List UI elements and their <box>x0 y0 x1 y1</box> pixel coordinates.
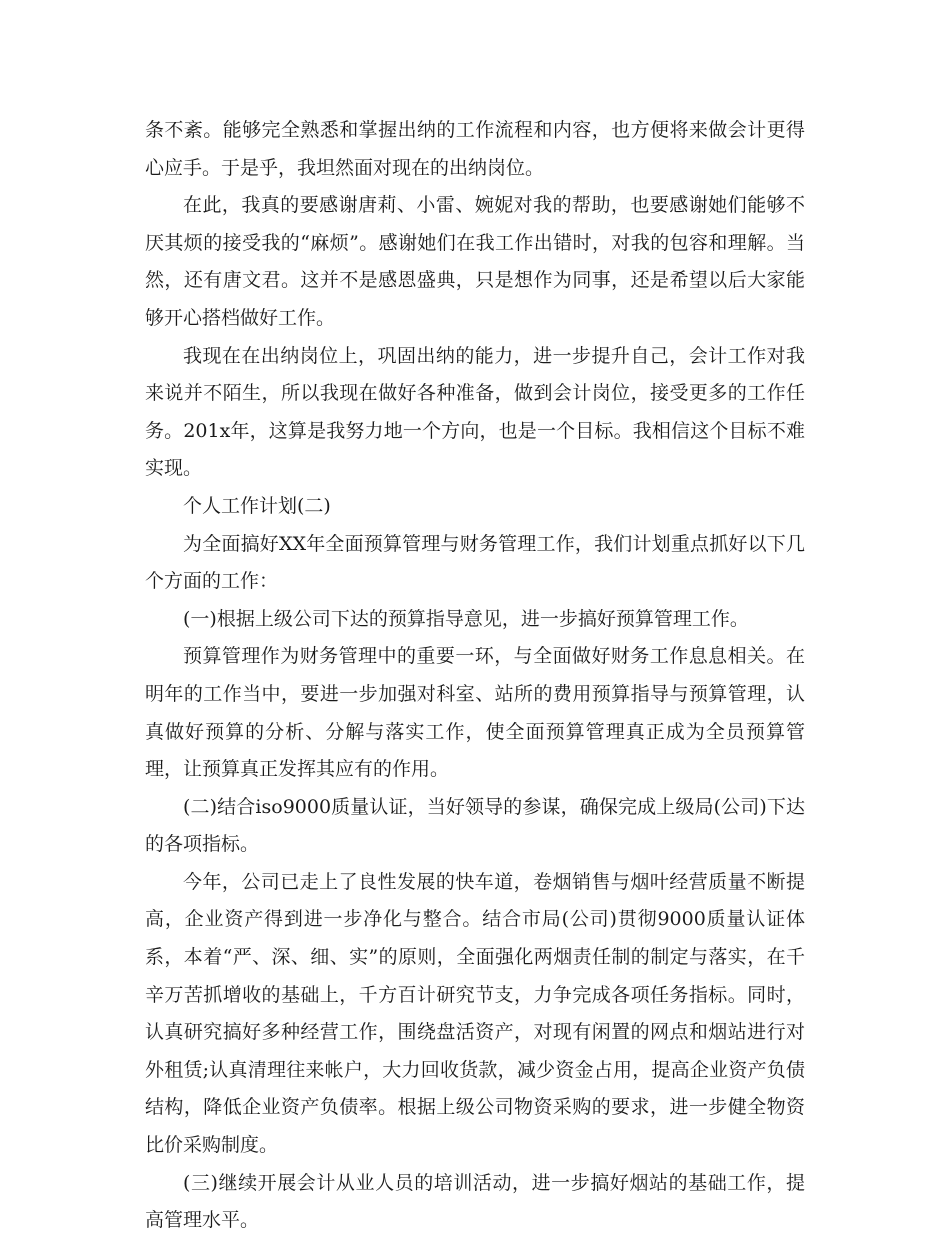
document-page <box>145 112 805 1240</box>
paragraph-company: 今年，公司已走上了良性发展的快车道，卷烟销售与烟叶经营质量不断提高，企业资产得到进一步净化与整合。结合市局(公司)贯彻9000质量认证体系，本着“严、深、细、实”的原则，全面强化两烟责任制的制定与落实，在千辛万苦抓增收的基础上，千方百计研究节支，力争完成各项任务指标。同时，认真研究搞好多种经营工作，围绕盘活资产，对现有闲置的网点和烟站进行对外租赁;认真清理往来帐户，大力回收货款，减少资金占用，提高企业资产负债结构，降低企业资产负债率。根据上级公司物资采购的要求，进一步健全物资比价采购制度。 <box>145 870 805 1157</box>
paragraph-current-role: 我现在在出纳岗位上，巩固出纳的能力，进一步提升自己，会计工作对我来说并不陌生，所以我现在做好各种准备，做到会计岗位，接受更多的工作任务。201x年，这算是我努力地一个方向，也是一个目标。我相信这个目标不难实现。 <box>145 344 805 480</box>
list-item-heading: (一)根据上级公司下达的预算指导意见，进一步搞好预算管理工作。 <box>183 607 749 630</box>
paragraph-budget: 预算管理作为财务管理中的重要一环，与全面做好财务工作息息相关。在明年的工作当中，要进一步加强对科室、站所的费用预算指导与预算管理，认真做好预算的分析、分解与落实工作，使全面预算管理真正成为全员预算管理，让预算真正发挥其应有的作用。 <box>145 645 805 781</box>
paragraph-thanks: 在此，我真的要感谢唐莉、小雷、婉妮对我的帮助，也要感谢她们能够不厌其烦的接受我的“麻烦”。感谢她们在我工作出错时，对我的包容和理解。当然，还有唐文君。这并不是感恩盛典，只是想作为同事，还是希望以后大家能够开心搭档做好工作。 <box>145 194 805 329</box>
section-heading: 个人工作计划(二) <box>183 494 331 517</box>
list-item-heading: (三)继续开展会计从业人员的培训活动，进一步搞好烟站的基础工作，提高管理水平。 <box>145 1171 805 1232</box>
paragraph-continued: 条不紊。能够完全熟悉和掌握出纳的工作流程和内容，也方便将来做会计更得心应手。于是乎，我坦然面对现在的出纳岗位。 <box>145 119 805 179</box>
paragraph-intro: 为全面搞好XX年全面预算管理与财务管理工作，我们计划重点抓好以下几个方面的工作： <box>145 532 805 593</box>
list-item-heading: (二)结合iso9000质量认证，当好领导的参谋，确保完成上级局(公司)下达的各项指标。 <box>145 795 805 856</box>
